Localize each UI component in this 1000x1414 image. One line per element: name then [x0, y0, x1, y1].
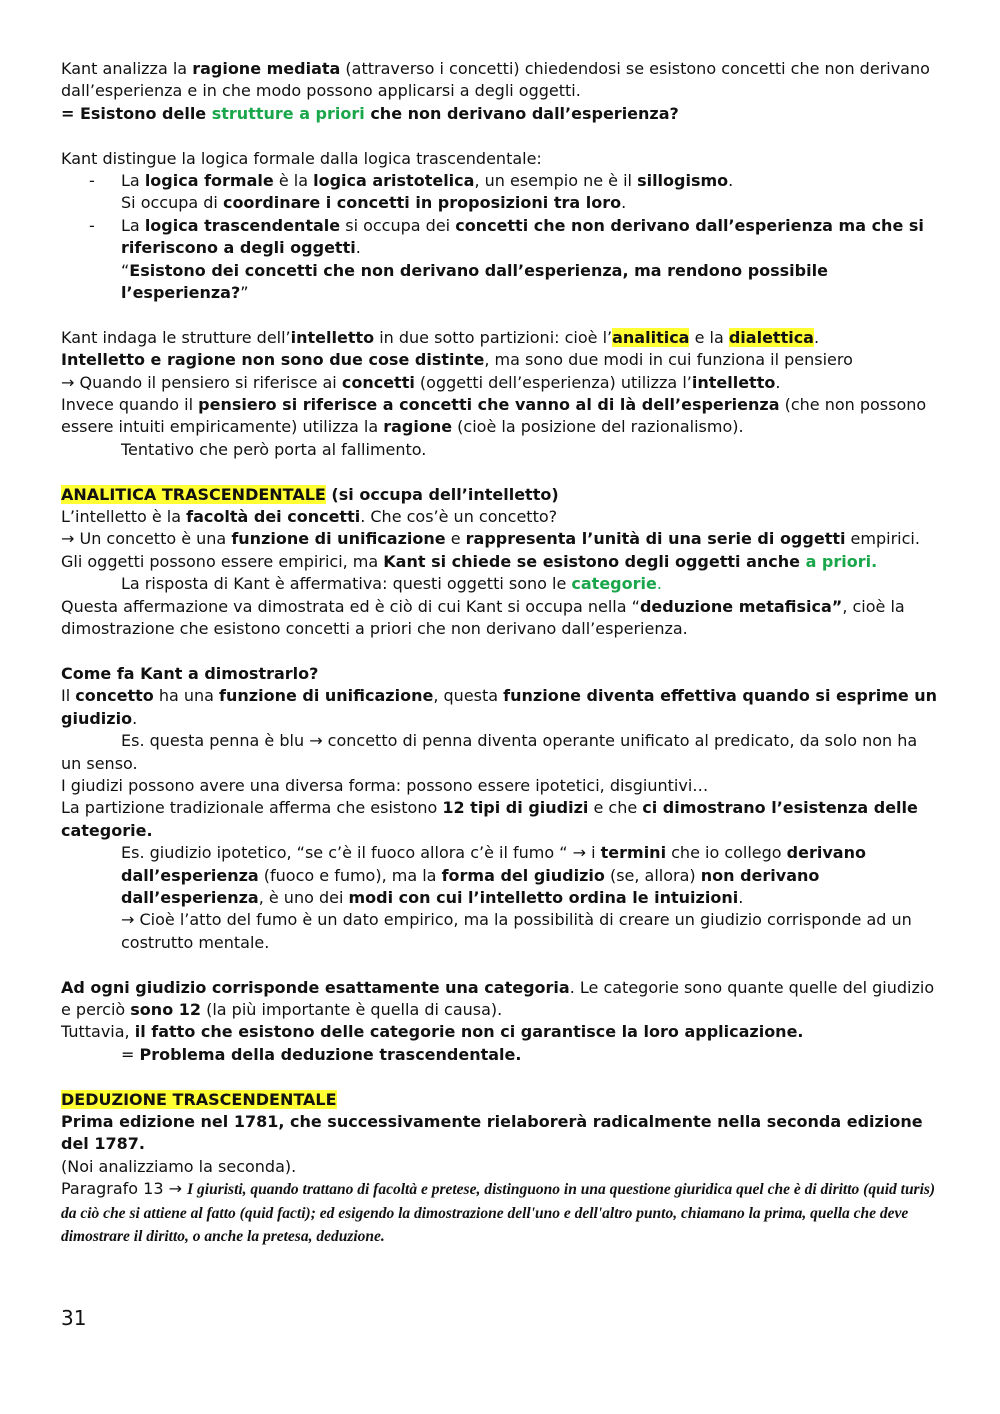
- paragraph-12-giudizi: La partizione tradizionale afferma che esistono 12 tipi di giudizi e che ci dimostrano l’esistenza delle categorie.: [61, 798, 918, 840]
- section-heading-analitica: ANALITICA TRASCENDENTALE (si occupa dell’intelletto): [61, 484, 559, 504]
- paragraph-funzione-unificazione: → Un concetto è una funzione di unificazione e rappresenta l’unità di una serie di oggetti empirici.: [61, 529, 920, 549]
- paragraph-paragrafo-13: Paragrafo 13 → I giuristi, quando trattano di facoltà e pretese, distinguono in una questione giuridica quel che è di diritto (quid turis) da ciò che si attiene al fatto (quid facti); ed esigendo la dimostrazione dell'uno e dell'altro punto, chiamano la prima, quella che deve dimostrare il diritto, o anche la pretesa, deduzione.: [61, 1179, 936, 1246]
- paragraph-concetti: → Quando il pensiero si riferisce ai concetti (oggetti dell’esperienza) utilizza l’intelletto.: [61, 372, 781, 392]
- paragraph-giudizio-ipotetico: Es. giudizio ipotetico, “se c’è il fuoco allora c’è il fumo “ → i termini che io collego derivano dall’esperienza (fuoco e fumo), ma la forma del giudizio (se, allora) non derivano dall’esperienza, è uno dei modi con cui l’intelletto ordina le intuizioni.: [121, 843, 866, 907]
- section-heading-dimostrazione: Come fa Kant a dimostrarlo?: [61, 663, 319, 683]
- list-dash: -: [89, 171, 95, 191]
- page-content: [61, 58, 939, 1248]
- list-dash: -: [89, 215, 95, 235]
- paragraph-intelletto-ragione: Intelletto e ragione non sono due cose distinte, ma sono due modi in cui funziona il pensiero: [61, 350, 853, 370]
- paragraph-ragione-mediata: Kant analizza la ragione mediata (attraverso i concetti) chiedendosi se esistono concetti che non derivano dall’esperienza e in che modo possono applicarsi a degli oggetti.: [61, 59, 930, 101]
- quote-giuristi: I giuristi, quando trattano di facoltà e pretese, distinguono in una questione giuridica quel che è di diritto (quid turis) da ciò che si attiene al fatto (quid facti); ed esigendo la dimostrazione dell'uno e dell'altro punto, chiamano la prima, quella che deve dimostrare il diritto, o anche la pretesa, deduzione.: [61, 1181, 936, 1246]
- paragraph-facolta-concetti: L’intelletto è la facoltà dei concetti. Che cos’è un concetto?: [61, 507, 558, 527]
- paragraph-seconda-edizione: (Noi analizziamo la seconda).: [61, 1156, 297, 1176]
- list-item-logica-formale: - La logica formale è la logica aristotelica, un esempio ne è il sillogismo. Si occupa di coordinare i concetti in proposizioni tra loro.: [61, 170, 939, 215]
- paragraph-costrutto-mentale: → Cioè l’atto del fumo è un dato empirico, ma la possibilità di creare un giudizio corrisponde ad un costrutto mentale.: [121, 910, 912, 952]
- paragraph-edizioni: Prima edizione nel 1781, che successivamente rielaborerà radicalmente nella seconda edizione del 1787.: [61, 1112, 923, 1154]
- paragraph-fallimento: Tentativo che però porta al fallimento.: [121, 439, 427, 459]
- paragraph-logica-intro: Kant distingue la logica formale dalla logica trascendentale:: [61, 148, 542, 168]
- page-number: 31: [61, 1306, 87, 1330]
- paragraph-forme-giudizi: I giudizi possono avere una diversa forma: possono essere ipotetici, disgiuntivi…: [61, 775, 709, 795]
- paragraph-concetto-giudizio: Il concetto ha una funzione di unificazione, questa funzione diventa effettiva quando si esprime un giudizio.: [61, 686, 938, 728]
- section-heading-deduzione: DEDUZIONE TRASCENDENTALE: [61, 1089, 337, 1109]
- question-strutture-a-priori: = Esistono delle strutture a priori che non derivano dall’esperienza?: [61, 103, 679, 123]
- paragraph-esempio-penna: Es. questa penna è blu → concetto di penna diventa operante unificato al predicato, da solo non ha un senso.: [61, 731, 918, 773]
- list-item-logica-trascendentale: - La logica trascendentale si occupa dei concetti che non derivano dall’esperienza ma che si riferiscono a degli oggetti. “Esistono dei concetti che non derivano dall’esperienza, ma rendono possibile l’esperienza?”: [61, 215, 939, 305]
- paragraph-ragione: Invece quando il pensiero si riferisce a concetti che vanno al di là dell’esperienza (che non possono essere intuiti empiricamente) utilizza la ragione (cioè la posizione del razionalismo).: [61, 395, 927, 437]
- paragraph-categoria-giudizio: Ad ogni giudizio corrisponde esattamente una categoria. Le categorie sono quante quelle del giudizio e perciò sono 12 (la più importante è quella di causa).: [61, 977, 935, 1019]
- paragraph-problema-deduzione: = Problema della deduzione trascendentale.: [121, 1044, 522, 1064]
- paragraph-applicazione: Tuttavia, il fatto che esistono delle categorie non ci garantisce la loro applicazione.: [61, 1022, 804, 1042]
- paragraph-oggetti-a-priori: Gli oggetti possono essere empirici, ma Kant si chiede se esistono degli oggetti anche a priori.: [61, 551, 878, 571]
- paragraph-deduzione-metafisica: Questa affermazione va dimostrata ed è ciò di cui Kant si occupa nella “deduzione metafisica”, cioè la dimostrazione che esistono concetti a priori che non derivano dall’esperienza.: [61, 596, 905, 639]
- paragraph-categorie: La risposta di Kant è affermativa: questi oggetti sono le categorie.: [121, 574, 662, 594]
- paragraph-intelletto: Kant indaga le strutture dell’intelletto in due sotto partizioni: cioè l’analitica e la dialettica.: [61, 327, 820, 347]
